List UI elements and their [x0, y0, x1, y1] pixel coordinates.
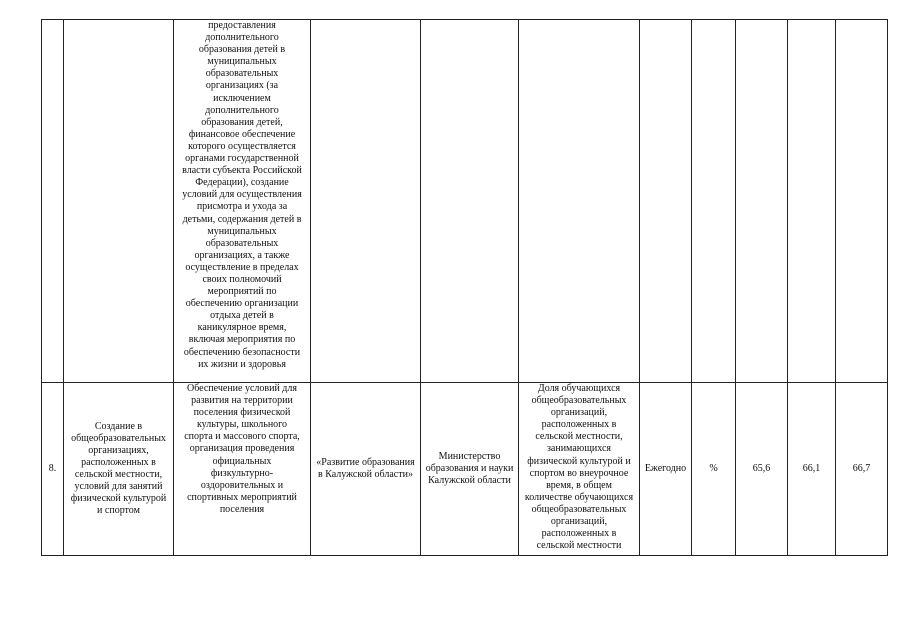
value-1: 65,6: [736, 383, 788, 556]
row-number: 8.: [42, 383, 64, 556]
cell-value-1: [736, 20, 788, 383]
cell-indicator: [519, 20, 640, 383]
value-3: 66,7: [836, 383, 888, 556]
cell-value-2: [788, 20, 836, 383]
cell-task: [64, 20, 174, 383]
cell-number: [42, 20, 64, 383]
indicator-text: Доля обучающихся общеобразовательных организаций, расположенных в сельской местности, занимающихся физической культурой и спортом во внеурочное время, в общем количестве обучающихся общеобразовательных организаций, расположенных в сельской местности: [519, 383, 640, 556]
unit-text: %: [692, 383, 736, 556]
frequency-text: Ежегодно: [640, 383, 692, 556]
responsible-text: Министерство образования и науки Калужской области: [421, 383, 519, 556]
activity-text: Обеспечение условий для развития на территории поселения физической культуры, школьного спорта и массового спорта, организация проведения официальных физкультурно- оздоровительных и спортивных мероприятий поселения: [174, 383, 311, 556]
task-text: Создание в общеобразовательных организациях, расположенных в сельской местности, условий для занятий физической культурой и спортом: [64, 383, 174, 556]
cell-unit: [692, 20, 736, 383]
program-text: «Развитие образования в Калужской области»: [311, 383, 421, 556]
indicators-table: [41, 19, 888, 556]
cell-program: [311, 20, 421, 383]
table-row-8: [42, 383, 888, 556]
value-2: 66,1: [788, 383, 836, 556]
table-row-continued: [42, 20, 888, 383]
cell-frequency: [640, 20, 692, 383]
cell-value-3: [836, 20, 888, 383]
cell-responsible: [421, 20, 519, 383]
cell-activity-continued: предоставления дополнительного образования детей в муниципальных образовательных организациях (за исключением дополнительного образования детей, финансовое обеспечение которого осуществляется органами государственной власти субъекта Российской Федерации), создание условий для осуществления присмотра и ухода за детьми, содержания детей в муниципальных образовательных организациях, а также осуществление в пределах своих полномочий мероприятий по обеспечению организации отдыха детей в каникулярное время, включая мероприятия по обеспечению безопасности их жизни и здоровья: [174, 20, 311, 383]
